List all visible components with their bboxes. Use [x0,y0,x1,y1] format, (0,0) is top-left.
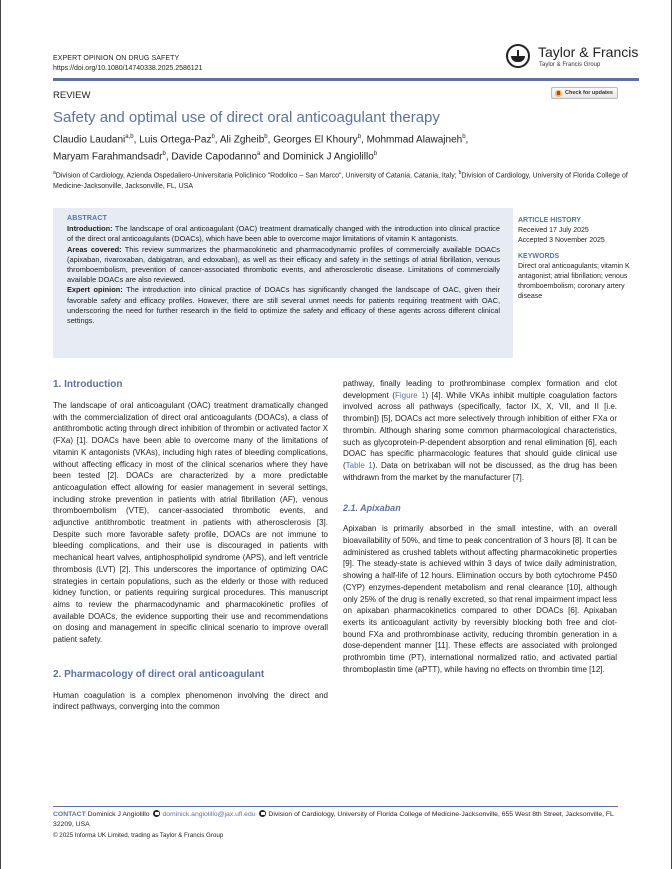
author-name: Georges El Khoury [273,134,358,146]
author-name: Claudio Laudani [53,134,126,146]
author-name: Davide Capodanno [171,151,258,163]
author-affiliation-mark: b [357,134,362,140]
abstract-text: The introduction into clinical practice of DOACs has significantly changed the landscape of OAC, given their favorable safety and efficacy profiles. However, there are still several unmet needs for patients requiring treatment with OAC, underscoring the need for further research in the field to optimize the safety and efficacy of these agents across different clinical settings. [67,285,500,326]
contact-email-link[interactable]: dominick.angiolillo@jax.ufl.edu [162,811,256,818]
author-affiliation-mark: a [257,151,261,158]
header-rule [53,78,639,81]
abstract-label: Introduction: [67,224,113,234]
contact-address: Division of Cardiology, University of Florida College of Medicine-Jacksonville, 655 West 8th Street, Jacksonville, FL 32209, USA [53,811,614,828]
right-column [343,378,617,675]
abstract-label: Areas covered: [67,244,122,254]
keywords: Direct oral anticoagulants; vitamin K antagonist; atrial fibrillation; venous thromboembolism; coronary artery disease [518,263,630,300]
bookmark-icon [555,90,562,97]
abstract-areas-covered [67,245,500,286]
pharmacology-text: ). Data on betrixaban will not be discussed, as the drug has been withdrawn from the market by the manufacturer [7]. [343,460,617,482]
journal-name: EXPERT OPINION ON DRUG SAFETY [53,55,180,62]
pharmacology-paragraph-cont: pathway, finally leading to prothrombinase complex formation and clot development (Figure 1) [4]. While VKAs inhibit multiple coagulation factors involved across all pathways (specifically, factor IX, X, VII, and II [i.e. thrombin]) [5], DOACs act more selectively through inhibition of either FXa or thrombin. Although sharing some common pharmacological characteristics, such as glycoprotein-P-dependent absorption and renal elimination [6], each DOAC has specific pharmacologic features that should guide clinical use (Table 1). Data on betrixaban will not be discussed, as the drug has been withdrawn from the market by the manufacturer [7]. [343,379,617,482]
section-heading-pharmacology: 2. Pharmacology of direct oral anticoagulant [53,668,265,680]
author-affiliation-mark: b [264,134,268,140]
left-column [53,378,328,713]
abstract-heading: ABSTRACT [67,215,108,222]
publisher-name: Taylor & Francis [538,44,639,60]
figure-1-link[interactable]: Figure 1 [394,390,426,400]
author-affiliation-mark: b [373,151,378,158]
copyright: © 2025 Informa UK Limited, trading as Taylor & Francis Group [53,832,224,839]
keywords-heading: KEYWORDS [518,253,560,260]
doi-link[interactable]: https://doi.org/10.1080/14740338.2025.2586121 [53,65,203,72]
affiliation-text: Division of Cardiology, University of Florida College of Medicine-Jacksonville, Jacksonville, FL, USA [53,172,628,191]
article-sidebar [518,216,648,302]
article-type: REVIEW [53,90,91,101]
author-affiliation-mark: b [162,151,166,158]
abstract-expert-opinion [67,285,500,326]
received-date: Received 17 July 2025 [518,227,589,234]
affiliations [53,168,643,192]
accepted-date: Accepted 3 November 2025 [518,237,605,244]
subsection-heading-apixaban: 2.1. Apixaban [343,503,401,514]
apixaban-paragraph: Apixaban is primarily absorbed in the small intestine, with an overall bioavailability of 50%, and time to peak concentration of 3 hours [8]. It can be administered as crushed tablets without affecting pharmacokinetic properties [9]. The steady-state is achieved within 3 days of twice daily administration, showing a half-life of 12 hours. Elimination occurs by both cytochrome P450 (CYP) enzymes-dependent metabolism and renal clearance [10], although only 25% of the drug is renally excreted, so that renal impairment impact less on apixaban pharmacokinetics compared to other DOACs [6]. Apixaban exerts its anticoagulant activity by reversibly blocking both free and clot-bound FXa and prothrombinase activity, reducing thrombin generation in a dose-dependent manner [11]. These effects are associated with prolonged prothrombin time (PT), international normalized ratio, and activated partial thromboplastin time (aPTT), while having no effects on thrombin time [12]. [343,524,617,674]
page-edge-left [0,0,1,869]
contact-label: CONTACT [53,811,86,818]
email-icon [153,810,160,817]
affiliation-mark: a [53,170,56,176]
author-name: Mohmmad Alawajneh [366,134,463,146]
publisher-logo-icon [506,44,530,68]
author-list: Claudio Laudani$^{a,b}$, Luis Ortega-Paz$^b$, Ali Zgheib$^b$, Georges El Khoury$^b$, Mohmmad Alawajneh$^b$, Maryam Farahmandsadr$^b$, Davide Capodanno$^a$ and Dominick J Angiolillo$^b$ [53,134,469,163]
author-affiliation-mark: b [462,134,466,140]
author-affiliation-mark: a,b [125,134,134,140]
author-name: Ali Zgheib [219,134,265,146]
check-for-updates-label: Check for updates [565,90,613,96]
abstract-text: The landscape of oral anticoagulant (OAC) treatment dramatically changed with the introduction into clinical practice of the direct oral anticoagulants (DOACs), which have been able to overcome major limitations of vitamin K antagonists. [67,224,500,244]
abstract [67,214,500,326]
author-name: Maryam Farahmandsadr [53,151,163,163]
abstract-label: Expert opinion: [67,285,123,295]
footer-rule [53,806,618,807]
section-heading-introduction: 1. Introduction [53,379,123,390]
affiliation-mark: b [458,170,462,176]
abstract-introduction [67,224,500,244]
author-name: Dominick J Angiolillo [282,151,374,163]
pharmacology-text: ) [4]. While VKAs inhibit multiple coagulation factors involved across all pathways (specifically, factor IX, X, VII, and II [i.e. thrombin]) [5], DOACs act more selectively through inhibition of either FXa or thrombin. Although sharing some common pharmacological characteristics, such as glycoprotein-P-dependent absorption and renal elimination [6], each DOAC has specific pharmacologic features that should guide clinical use ( [343,390,617,470]
pharmacology-paragraph-start: Human coagulation is a complex phenomenon involving the direct and indirect pathways, converging into the common [53,690,328,712]
article-title: Safety and optimal use of direct oral anticoagulant therapy [53,109,440,126]
check-for-updates-button[interactable] [551,87,618,99]
author-affiliation-mark: b [211,134,215,140]
table-1-link[interactable]: Table 1 [345,460,373,470]
affiliation-text: Division of Cardiology, Azienda Ospedaliero-Universitaria Policlinico "Rodolico – San Marco", University of Catania, Catania, Italy; [55,172,459,180]
introduction-paragraph: The landscape of oral anticoagulant (OAC) treatment dramatically changed with the commercialization of direct oral anticoagulants (DOACs), a class of antithrombotic acting through direct inhibition of thrombin or activated factor X (FXa) [1]. DOACs have been able to overcome many of the limitations of vitamin K antagonists (VKAs), including high rates of bleeding complications, without affecting efficacy in most of the clinical scenarios where they have been tested [2]. DOACs are characterized by a more predictable anticoagulation effect allowing for easier management in several settings, including stroke prevention in patients with atrial fibrillation (AF), venous thromboembolism (VTE), cancer-associated thrombotic events, and adjunctive antithrombotic treatment in patients with atherosclerosis [3]. Despite such more favorable safety profile, DOACs are not immune to bleeding complications, and their use is discouraged in patients with mechanical heart valves, antiphospholipid syndrome (APS), and left ventricle thrombosis (LVT) [2]. This underscores the importance of optimizing OAC strategies in certain populations, such as the elderly or those with reduced kidney function, or patients requiring surgical procedures. This manuscript aims to review the pharmacodynamic and pharmacokinetic profiles of available DOACs, the evidence supporting their use and recommendations on dosing and management in specific clinical scenario to improve overall patient safety. [53,401,328,645]
abstract-text: This review summarizes the pharmacokinetic and pharmacodynamic profiles of commercially available DOACs (apixaban, rivaroxaban, dabigatran, and edoxaban), as well as their efficacy and safety in the settings of atrial fibrillation, venous thromboembolism, prevention of cancer-associated thrombotic events, and atherosclerotic disease. Limitations of commercially available DOACs are also reviewed. [67,244,500,285]
contact-info [53,810,633,829]
article-history-heading: ARTICLE HISTORY [518,217,582,224]
address-icon [259,810,266,817]
contact-name: Dominick J Angiolillo [87,811,150,818]
publisher-group: Taylor & Francis Group [539,62,601,68]
author-name: Luis Ortega-Paz [139,134,212,146]
